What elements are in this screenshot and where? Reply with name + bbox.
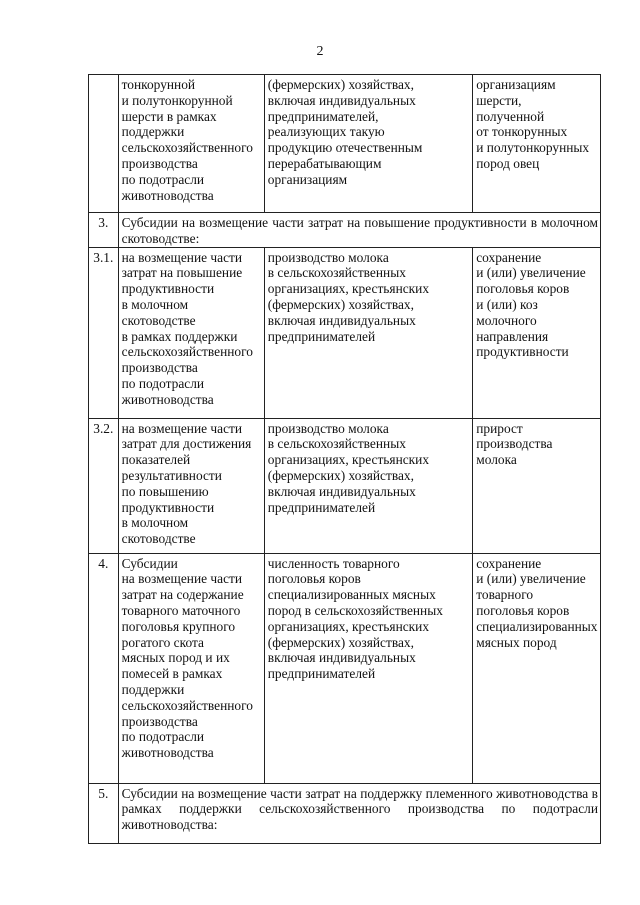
indicator-cell: (фермерских) хозяйствах, включая индивидуальных предпринимателей, реализующих такую продукцию отечественным перерабатывающим организациям [264,75,472,213]
table-row [89,553,601,783]
page-number: 2 [316,44,324,59]
row-number-cell: 3. [89,213,119,248]
row-number-cell: 4. [89,553,119,783]
subsidy-name-cell: на возмещение части затрат на повышение продуктивности в молочном скотоводстве в рамках поддержки сельскохозяйственного производства по подотрасли животноводства [118,247,264,418]
indicator-cell: производство молока в сельскохозяйственных организациях, крестьянских (фермерских) хозяйствах, включая индивидуальных предпринимателей [264,247,472,418]
result-cell: организациям шерсти, полученной от тонкорунных и полутонкорунных пород овец [473,75,601,213]
result-cell: сохранение и (или) увеличение поголовья коров и (или) коз молочного направления продуктивности [473,247,601,418]
row-number-cell: 3.1. [89,247,119,418]
indicator-cell: численность товарного поголовья коров специализированных мясных пород в сельскохозяйственных организациях, крестьянских (фермерских) хозяйствах, включая индивидуальных предпринимателей [264,553,472,783]
row-number-cell: 5. [89,783,119,843]
row-number-cell: 3.2. [89,418,119,553]
subsidies-table [88,74,601,844]
subsidy-name-cell: на возмещение части затрат для достижения показателей результативности по повышению продуктивности в молочном скотоводстве [118,418,264,553]
result-cell: прирост производства молока [473,418,601,553]
table-row [89,213,601,248]
table-row [89,75,601,213]
row-number-cell [89,75,119,213]
subsidy-name-cell: тонкорунной и полутонкорунной шерсти в рамках поддержки сельскохозяйственного производства по подотрасли животноводства [118,75,264,213]
table-row [89,418,601,553]
table-row [89,247,601,418]
result-cell: сохранение и (или) увеличение товарного поголовья коров специализированных мясных пород [473,553,601,783]
section-heading-cell: Субсидии на возмещение части затрат на поддержку племенного животноводства в рамках поддержки сельскохозяйственного производства по подотрасли животноводства: [118,783,600,843]
section-heading-cell: Субсидии на возмещение части затрат на повышение продуктивности в молочном скотоводстве: [118,213,600,248]
subsidy-name-cell: Субсидии на возмещение части затрат на содержание товарного маточного поголовья крупного рогатого скота мясных пород и их помесей в рамках поддержки сельскохозяйственного производства по подотрасли животноводства [118,553,264,783]
table-row [89,783,601,843]
indicator-cell: производство молока в сельскохозяйственных организациях, крестьянских (фермерских) хозяйствах, включая индивидуальных предпринимателей [264,418,472,553]
